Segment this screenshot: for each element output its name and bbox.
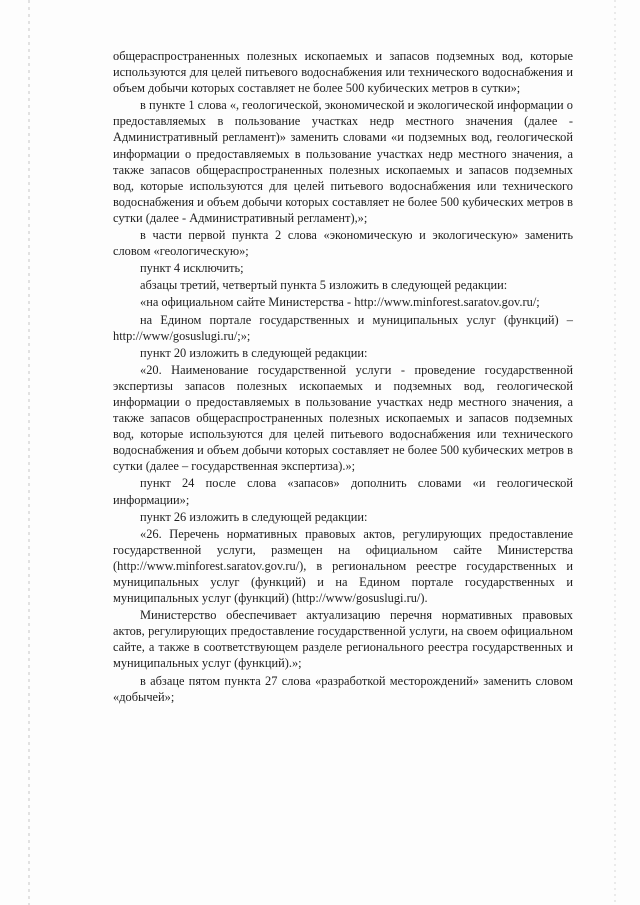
- paragraph-13: Министерство обеспечивает актуализацию перечня нормативных правовых актов, регулирующих предоставление государственной услуги, на своем официальном сайте, а также в соответствующем разделе регионального реестра государственных и муниципальных услуг (функций).»;: [113, 608, 573, 671]
- paragraph-2: в пункте 1 слова «, геологической, экономической и экологической информации о предоставляемых в пользование участках недр местного значения (далее - Административный регламент)» заменить словами «и подземных вод, геологической информации о предоставляемых в пользование участках недр местного значения, а также запасов общераспространенных полезных ископаемых и запасов подземных вод, которые используются для целей питьевого водоснабжения или технического водоснабжения и объем добычи которых составляет не более 500 кубических метров в сутки (далее - Административный регламент),»;: [113, 98, 573, 225]
- scan-edge-left: [28, 0, 30, 905]
- paragraph-5: абзацы третий, четвертый пункта 5 изложить в следующей редакции:: [140, 278, 508, 293]
- document-body: [113, 48, 573, 705]
- paragraph-6: «на официальном сайте Министерства - http://www.minforest.saratov.gov.ru/;: [140, 295, 540, 310]
- paragraph-7: на Едином портале государственных и муниципальных услуг (функций) – http://www/gosuslugi.ru/;»;: [113, 312, 573, 343]
- paragraph-8: пункт 20 изложить в следующей редакции:: [140, 345, 368, 360]
- paragraph-10: пункт 24 после слова «запасов» дополнить словами «и геологической информации»;: [113, 476, 573, 507]
- paragraph-14: в абзаце пятом пункта 27 слова «разработкой месторождений» заменить словом «добычей»;: [113, 673, 573, 704]
- paragraph-3: в части первой пункта 2 слова «экономическую и экологическую» заменить словом «геологическую»;: [113, 228, 573, 259]
- paragraph-11: пункт 26 изложить в следующей редакции:: [140, 509, 368, 524]
- scan-edge-right: [614, 0, 616, 905]
- paragraph-1: общераспространенных полезных ископаемых и запасов подземных вод, которые используются для целей питьевого водоснабжения или технического водоснабжения и объем добычи которых составляет не более 500 кубических метров в сутки»;: [113, 49, 573, 96]
- paragraph-9: «20. Наименование государственной услуги - проведение государственной экспертизы запасов полезных ископаемых и подземных вод, геологической информации о предоставляемых в пользование участках недр местного значения, а также запасов общераспространенных полезных ископаемых и запасов подземных вод, которые используются для целей питьевого водоснабжения или технического водоснабжения и объем добычи которых составляет не более 500 кубических метров в сутки (далее – государственная экспертиза).»;: [113, 362, 573, 474]
- paragraph-12: «26. Перечень нормативных правовых актов, регулирующих предоставление государственной услуги, размещен на официальном сайте Министерства (http://www.minforest.saratov.gov.ru/), в региональном реестре государственных и муниципальных услуг (функций) и на Едином портале государственных и муниципальных услуг (функций) (http://www/gosuslugi.ru/).: [113, 526, 573, 606]
- paragraph-4: пункт 4 исключить;: [140, 261, 244, 276]
